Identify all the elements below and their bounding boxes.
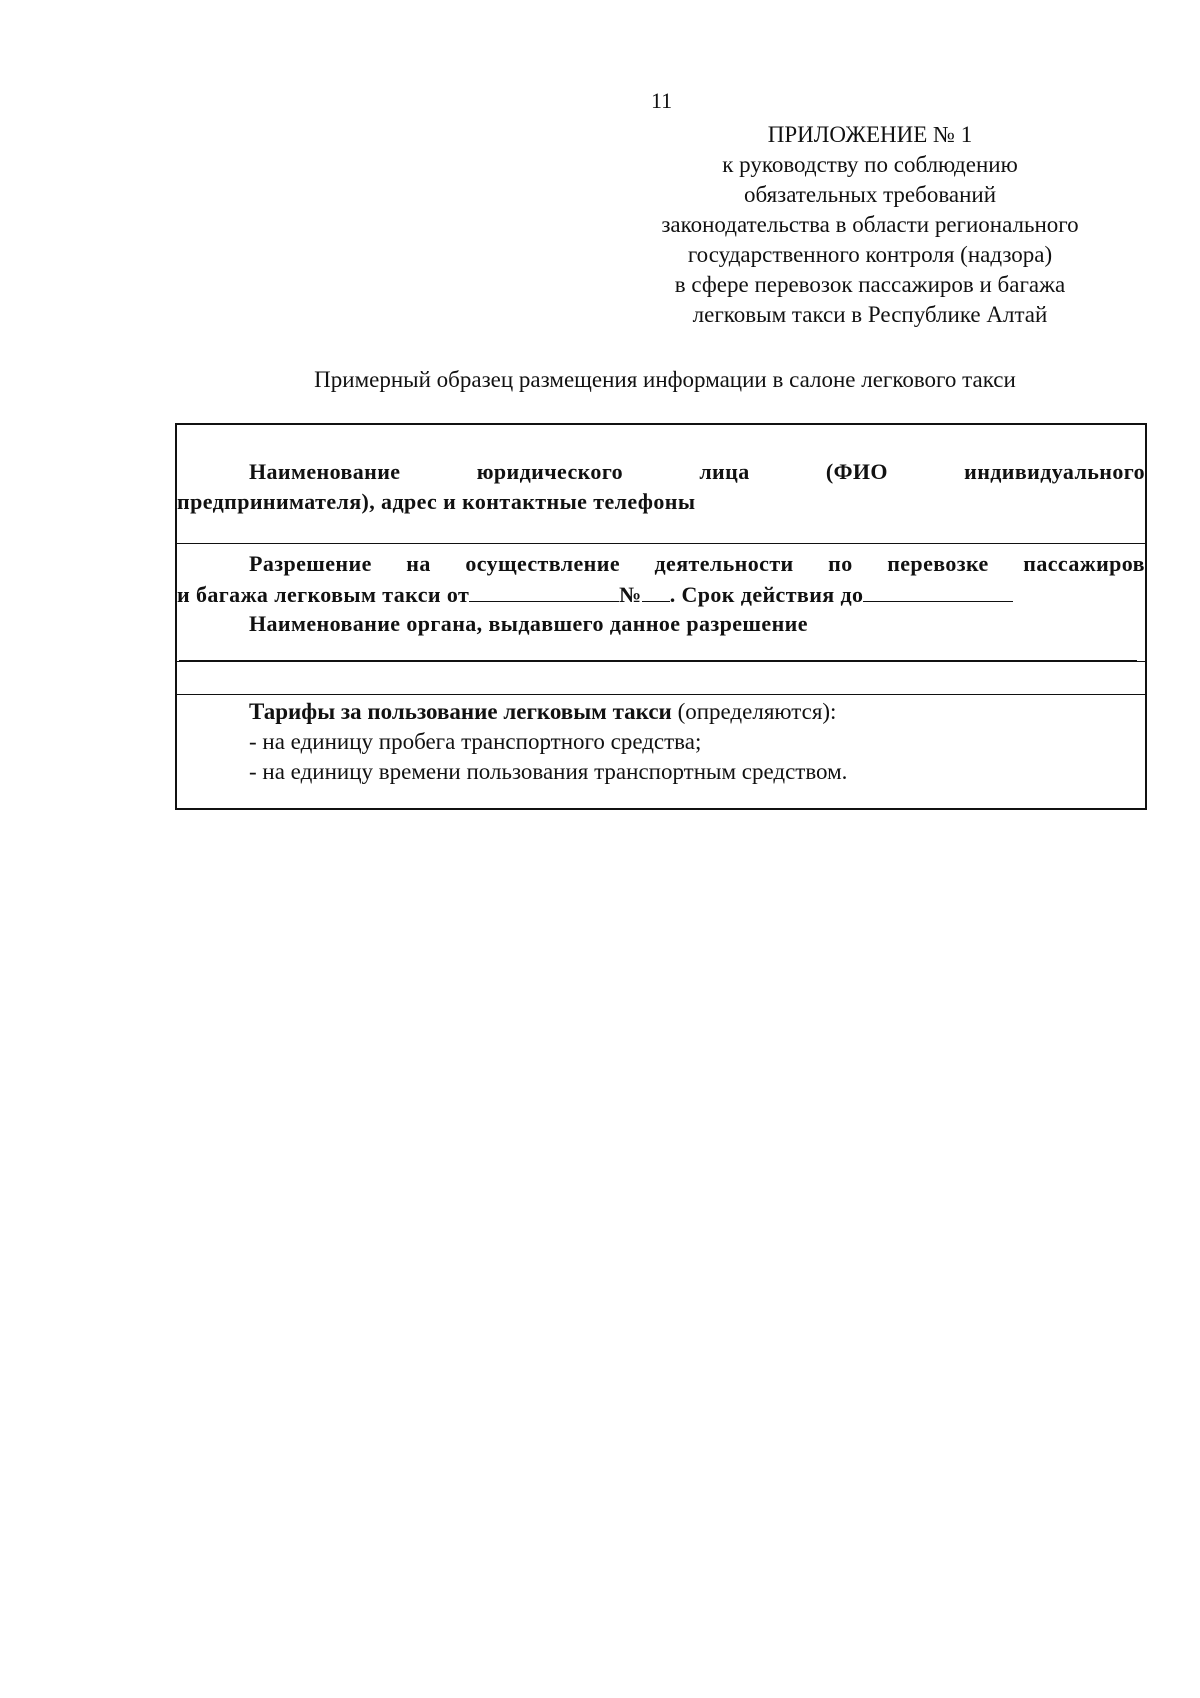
word: юридического [476, 459, 624, 484]
operator-line-1 [177, 457, 1145, 487]
permit-number-label: № [619, 582, 642, 607]
word: лица [699, 459, 750, 484]
word: деятельности [654, 551, 794, 576]
word: пассажиров [1023, 551, 1145, 576]
tariff-item-time: - на единицу времени пользования транспортным средством. [249, 759, 848, 784]
tariffs-title [249, 697, 836, 727]
permit-date-blank [469, 579, 619, 602]
tariff-item-mileage: - на единицу пробега транспортного средства; [249, 729, 702, 754]
tariffs-section [177, 693, 1145, 808]
operator-line-2: предпринимателя), адрес и контактные телефоны [177, 489, 696, 514]
tariffs-title-rest: (определяются): [671, 699, 837, 724]
word: (ФИО [825, 459, 888, 484]
permit-section [177, 543, 1145, 661]
word: индивидуального [964, 459, 1145, 484]
operator-section [177, 425, 1145, 544]
word: осуществление [465, 551, 620, 576]
appendix-header [590, 120, 1150, 330]
word: Наименование [249, 459, 401, 484]
appendix-title: ПРИЛОЖЕНИЕ № 1 [767, 122, 973, 147]
permit-authority-label: Наименование органа, выдавшего данное разрешение [249, 611, 808, 636]
sample-caption: Примерный образец размещения информации в салоне легкового такси [314, 367, 1016, 392]
taxi-info-table [175, 423, 1147, 810]
appendix-line: законодательства в области регионального [661, 212, 1079, 237]
permit-issued-label: и багажа легковым такси от [177, 582, 470, 607]
word: по [828, 551, 853, 576]
permit-line-1 [177, 549, 1145, 579]
appendix-line: обязательных требований [743, 182, 997, 207]
permit-expiry-label: . Срок действия до [669, 582, 864, 607]
appendix-line: государственного контроля (надзора) [687, 242, 1053, 267]
appendix-line: легковым такси в Республике Алтай [692, 302, 1048, 327]
permit-number-blank [642, 579, 670, 602]
appendix-line: в сфере перевозок пассажиров и багажа [674, 272, 1066, 297]
page-number: 11 [651, 88, 673, 113]
word: Разрешение [249, 551, 372, 576]
appendix-line: к руководству по соблюдению [722, 152, 1018, 177]
empty-row [177, 661, 1145, 695]
tariffs-title-bold: Тарифы за пользование легковым такси [249, 699, 672, 724]
word: перевозке [887, 551, 989, 576]
permit-expiry-blank [863, 579, 1013, 602]
word: на [406, 551, 431, 576]
permit-line-2 [177, 579, 1145, 610]
